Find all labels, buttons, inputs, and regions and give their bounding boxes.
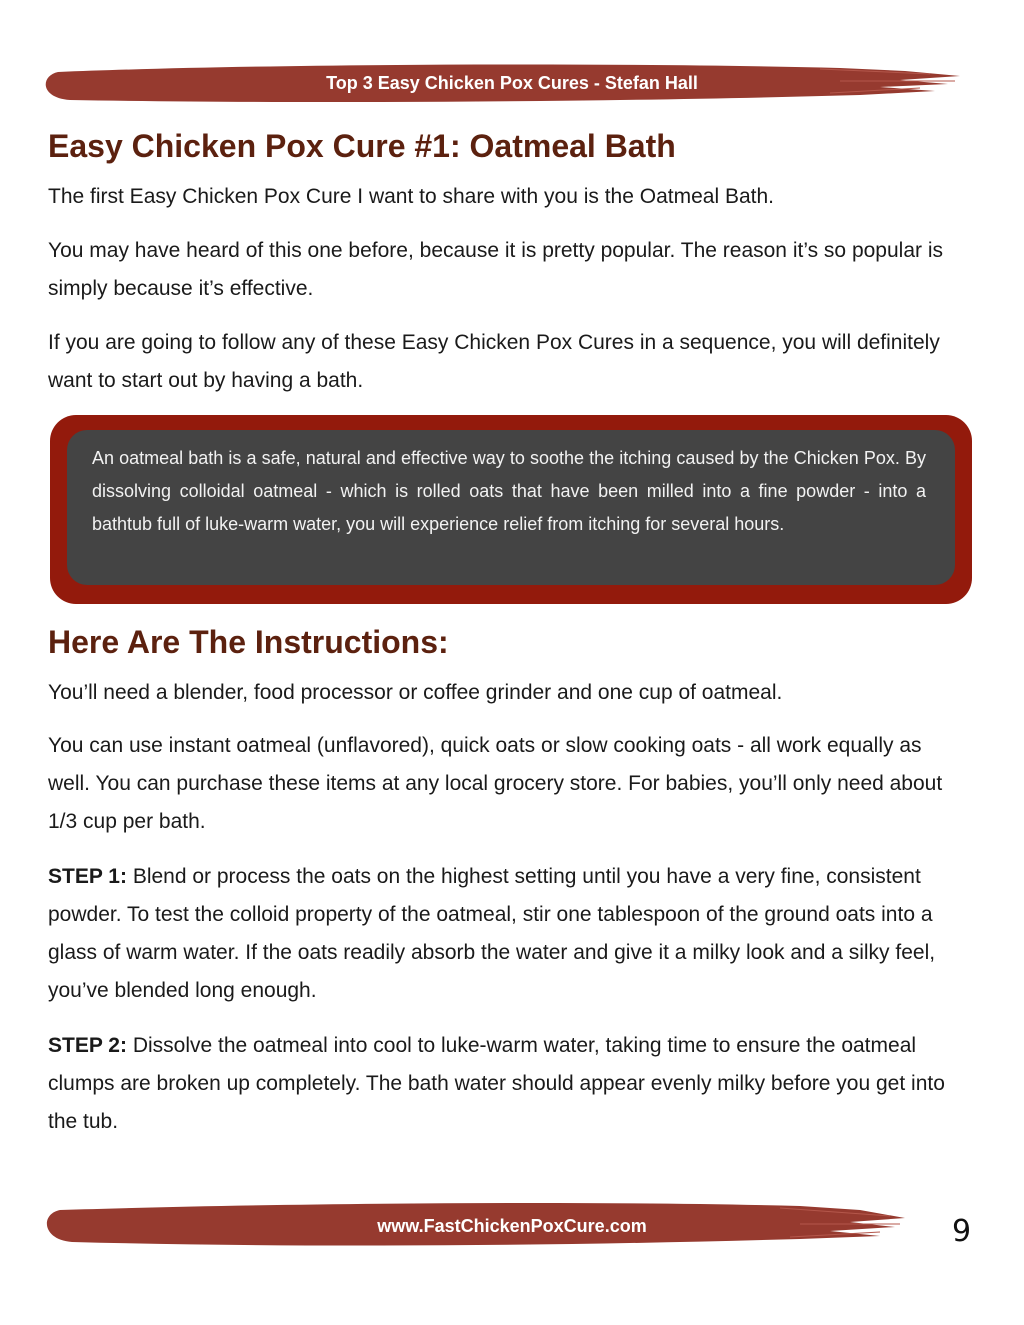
- callout-box: [50, 415, 972, 604]
- page-number: 9: [952, 1214, 972, 1249]
- step-1-label: STEP 1:: [48, 865, 127, 888]
- paragraph: You’ll need a blender, food processor or coffee grinder and one cup of oatmeal.: [48, 681, 783, 704]
- footer-url: www.FastChickenPoxCure.com: [377, 1216, 647, 1236]
- callout-inner: [67, 430, 955, 585]
- paragraph: If you are going to follow any of these Easy Chicken Pox Cures in a sequence, you will definitely want to start out by having a bath.: [48, 331, 940, 392]
- paragraph: The first Easy Chicken Pox Cure I want to share with you is the Oatmeal Bath.: [48, 185, 774, 208]
- callout-text: An oatmeal bath is a safe, natural and effective way to soothe the itching caused by the Chicken Pox. By dissolving colloidal oatmeal - which is rolled oats that have been milled into a fine powder - into a bathtub full of luke-warm water, you will experience relief from itching for several hours.: [92, 448, 926, 534]
- paragraph: You may have heard of this one before, because it is pretty popular. The reason it’s so popular is simply because it’s effective.: [48, 239, 944, 300]
- step-2-paragraph: [48, 1027, 968, 1141]
- step-2-text: Dissolve the oatmeal into cool to luke-warm water, taking time to ensure the oatmeal clumps are broken up completely. The bath water should appear evenly milky before you get into the tub.: [48, 1034, 945, 1133]
- step-1-paragraph: [48, 858, 968, 1010]
- step-2-label: STEP 2:: [48, 1034, 127, 1057]
- footer-banner: [0, 1196, 1024, 1252]
- step-1-text: Blend or process the oats on the highest setting until you have a very fine, consistent powder. To test the colloid property of the oatmeal, stir one tablespoon of the ground oats into a glass of warm water. If the oats readily absorb the water and give it a milky look and a silky feel, you’ve blended long enough.: [48, 865, 936, 1002]
- header-banner: [0, 60, 1024, 110]
- section-heading-instructions: Here Are The Instructions:: [48, 624, 449, 660]
- section-heading-oatmeal-bath: Easy Chicken Pox Cure #1: Oatmeal Bath: [48, 128, 676, 164]
- paragraph: You can use instant oatmeal (unflavored), quick oats or slow cooking oats - all work equally as well. You can purchase these items at any local grocery store. For babies, you’ll only need about 1/3 cup per bath.: [48, 734, 943, 833]
- header-title: Top 3 Easy Chicken Pox Cures - Stefan Hall: [326, 73, 698, 93]
